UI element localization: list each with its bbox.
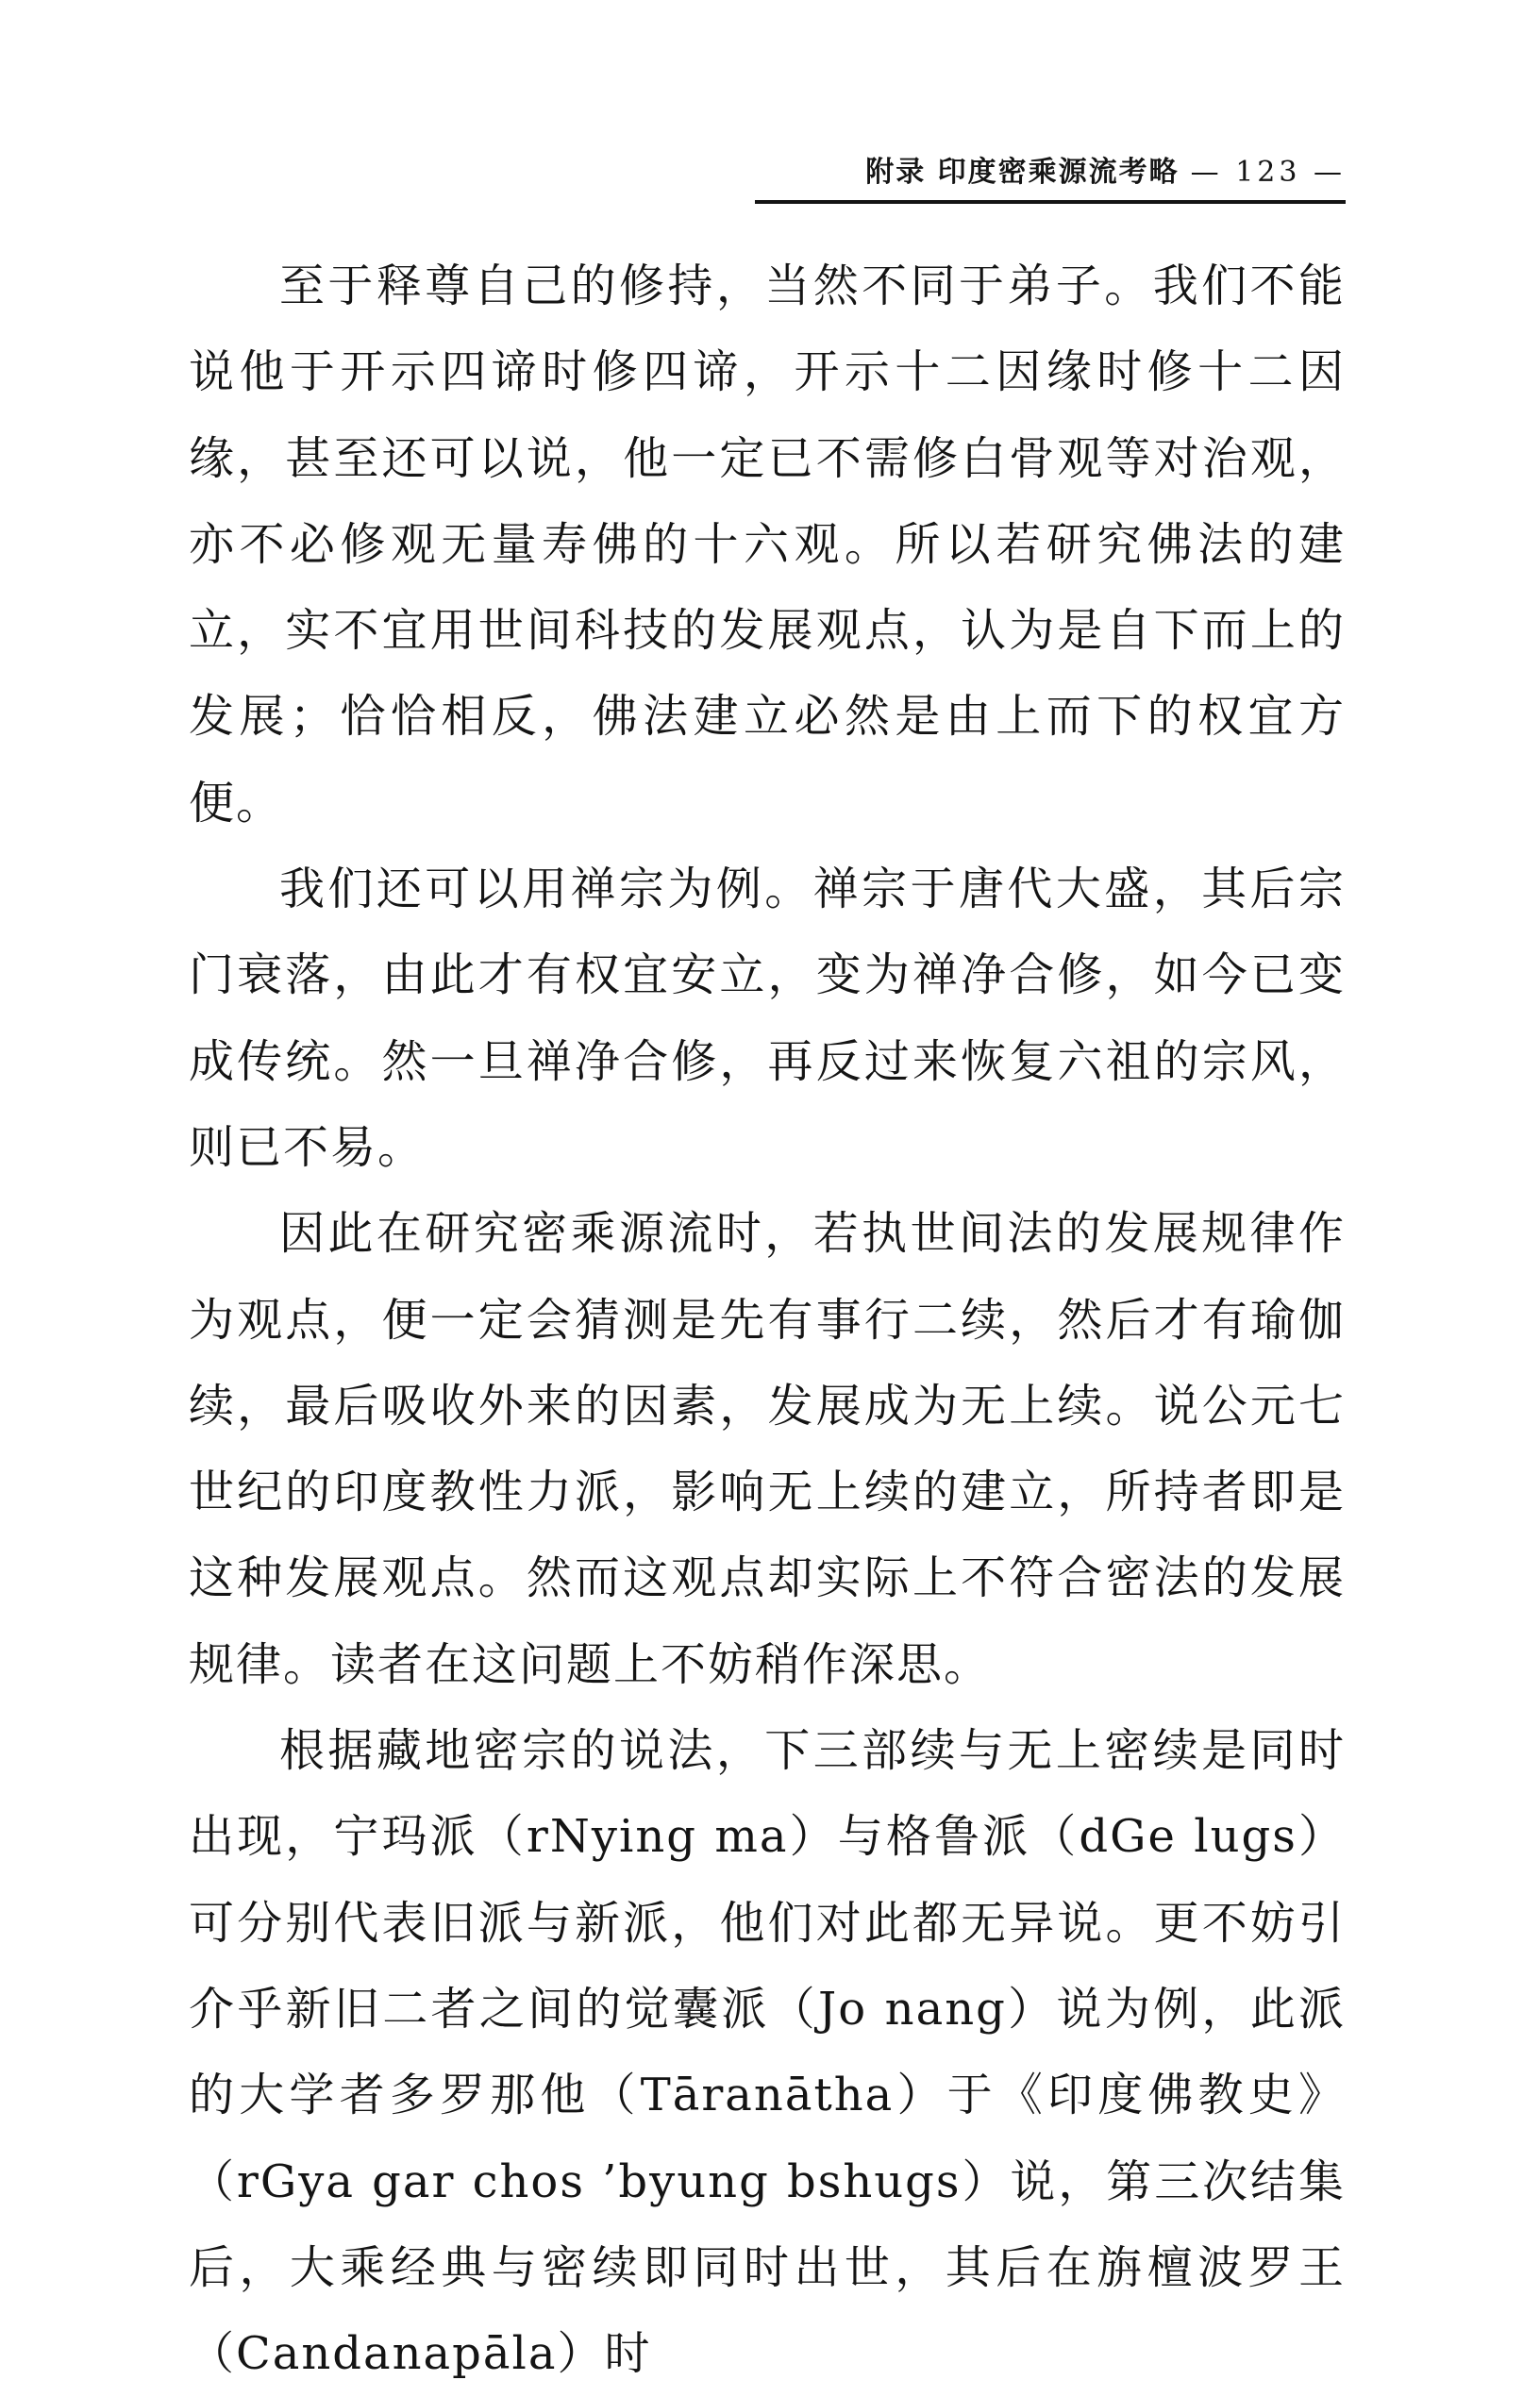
paragraph: 因此在研究密乘源流时，若执世间法的发展规律作为观点，便一定会猜测是先有事行二续，然后才有瑜伽续，最后吸收外来的因素，发展成为无上续。说公元七世纪的印度教性力派，影响无上续的建立，所持者即是这种发展观点。然而这观点却实际上不符合密法的发展规律。读者在这问题上不妨稍作深思。 <box>189 1207 1346 1691</box>
paragraph: 我们还可以用禅宗为例。禅宗于唐代大盛，其后宗门衰落，由此才有权宜安立，变为禅净合修，如今已变成传统。然一旦禅净合修，再反过来恢复六祖的宗风，则已不易。 <box>189 863 1346 1174</box>
header-rule <box>755 200 1346 204</box>
running-head <box>189 151 1346 194</box>
paragraph: 根据藏地密宗的说法，下三部续与无上密续是同时出现，宁玛派（rNying ma）与格鲁派（dGe lugs）可分别代表旧派与新派，他们对此都无异说。更不妨引介乎新旧二者之间的觉囊派（Jo nang）说为例，此派的大学者多罗那他（Tāranātha）于《印度佛教史》（rGya gar chos ’byung bshugs）说，第三次结集后，大乘经典与密续即同时出世，其后在旃檀波罗王（Candanapāla）时 <box>189 1724 1346 2381</box>
page-number: — 123 — <box>1190 156 1346 189</box>
paragraph: 至于释尊自己的修持，当然不同于弟子。我们不能说他于开示四谛时修四谛，开示十二因缘时修十二因缘，甚至还可以说，他一定已不需修白骨观等对治观，亦不必修观无量寿佛的十六观。所以若研究佛法的建立，实不宜用世间科技的发展观点，认为是自下而上的发展；恰恰相反，佛法建立必然是由上而下的权宜方便。 <box>189 260 1346 830</box>
body-text <box>189 243 1346 2397</box>
running-head-title: 附录 印度密乘源流考略 <box>865 156 1180 189</box>
